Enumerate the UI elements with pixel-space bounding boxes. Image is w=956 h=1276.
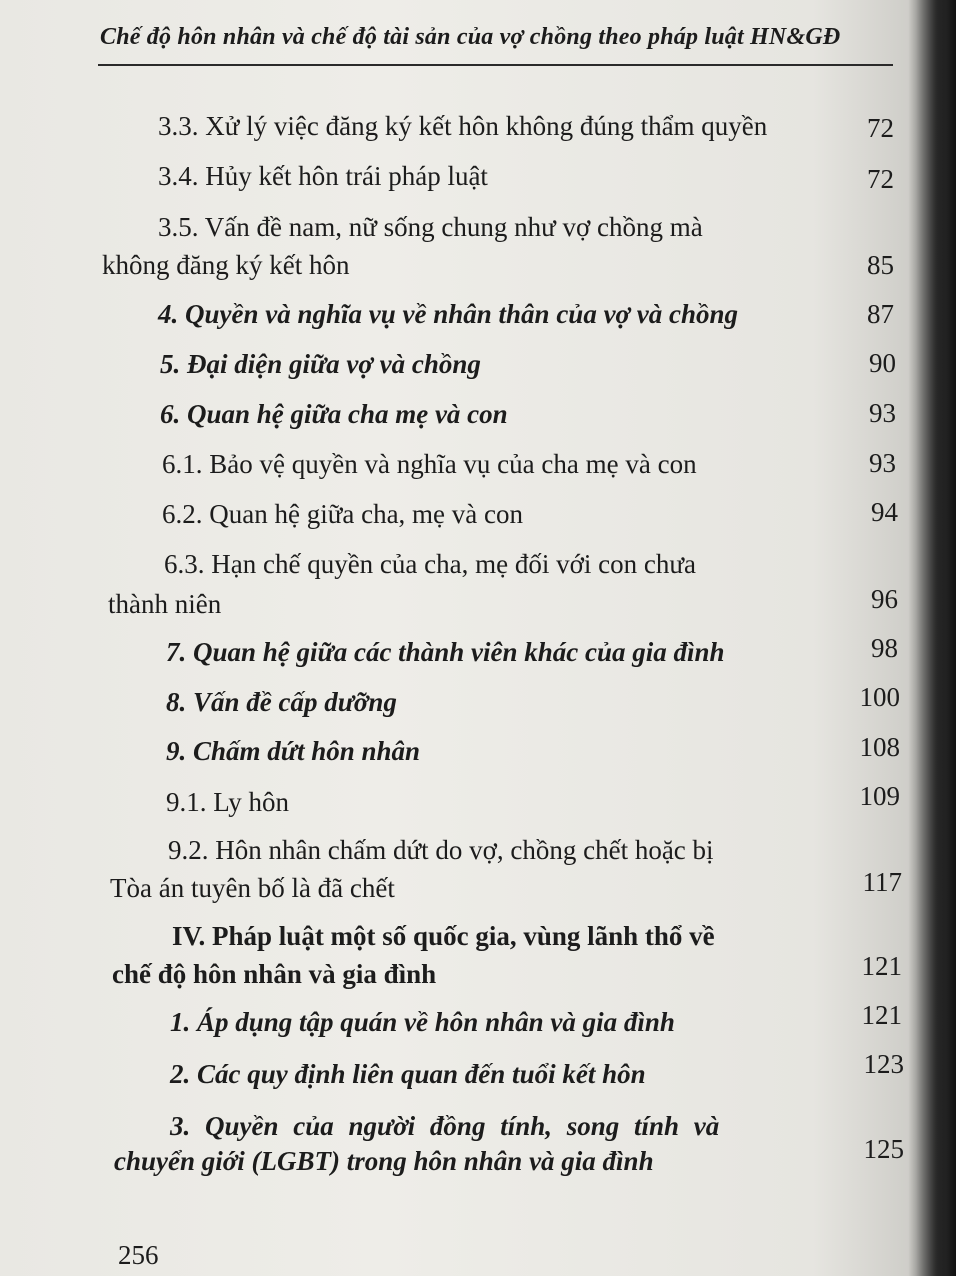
toc-entry-9-2: 9.2. Hôn nhân chấm dứt do vợ, chồng chết hoặc bị	[168, 835, 714, 865]
toc-page-3-5: 85	[867, 250, 894, 280]
toc-entry-iv-2: 2. Các quy định liên quan đến tuổi kết hôn	[170, 1059, 646, 1089]
toc-page-iv-1: 121	[861, 1000, 902, 1030]
toc-entry-9: 9. Chấm dứt hôn nhân	[166, 736, 421, 766]
toc-page-6-3: 96	[871, 584, 898, 614]
toc-page-7: 98	[871, 633, 898, 663]
toc-entry-3-5: 3.5. Vấn đề nam, nữ sống chung như vợ chồng mà	[158, 212, 703, 242]
toc-page-5: 90	[869, 348, 896, 378]
toc-page-4: 87	[867, 299, 894, 329]
toc-entry-3-5-cont: không đăng ký kết hôn	[102, 250, 350, 280]
toc-page-6: 93	[869, 398, 896, 428]
toc-page-3-4: 72	[867, 164, 894, 194]
toc-page-3-3: 72	[867, 113, 894, 143]
page-number: 256	[118, 1240, 159, 1270]
toc-entry-iv-3: 3. Quyền của người đồng tính, song tính và	[170, 1111, 720, 1141]
header-rule	[98, 64, 893, 66]
toc-entry-4: 4. Quyền và nghĩa vụ về nhân thân của vợ và chồng	[158, 299, 739, 329]
toc-entry-6: 6. Quan hệ giữa cha mẹ và con	[160, 399, 508, 429]
book-gutter-shadow	[916, 0, 956, 1276]
toc-page-iv-3: 125	[863, 1134, 904, 1164]
toc-entry-part-iv: IV. Pháp luật một số quốc gia, vùng lãnh thổ về	[172, 921, 715, 951]
toc-entry-6-1: 6.1. Bảo vệ quyền và nghĩa vụ của cha mẹ và con	[162, 449, 697, 479]
toc-page-9-1: 109	[859, 781, 900, 811]
toc-entry-part-iv-cont: chế độ hôn nhân và gia đình	[112, 959, 437, 989]
toc-entry-3-4: 3.4. Hủy kết hôn trái pháp luật	[158, 161, 488, 191]
toc-entry-iv-3-cont: chuyển giới (LGBT) trong hôn nhân và gia đình	[114, 1146, 654, 1176]
toc-page-9-2: 117	[862, 867, 902, 897]
toc-entry-7: 7. Quan hệ giữa các thành viên khác của gia đình	[166, 637, 725, 667]
toc-page-part-iv: 121	[861, 951, 902, 981]
toc-entry-3-3: 3.3. Xử lý việc đăng ký kết hôn không đúng thẩm quyền	[158, 111, 768, 141]
toc-entry-9-1: 9.1. Ly hôn	[166, 787, 290, 817]
toc-entry-9-2-cont: Tòa án tuyên bố là đã chết	[110, 873, 395, 903]
toc-page-6-1: 93	[869, 448, 896, 478]
toc-page-6-2: 94	[871, 497, 898, 527]
running-header: Chế độ hôn nhân và chế độ tài sản của vợ chồng theo pháp luật HN&GĐ	[100, 24, 841, 50]
toc-entry-8: 8. Vấn đề cấp dưỡng	[166, 687, 397, 717]
toc-page-9: 108	[859, 732, 900, 762]
toc-entry-iv-1: 1. Áp dụng tập quán về hôn nhân và gia đình	[170, 1007, 675, 1037]
toc-page-8: 100	[859, 682, 900, 712]
toc-entry-6-3: 6.3. Hạn chế quyền của cha, mẹ đối với con chưa	[164, 549, 696, 579]
toc-entry-6-2: 6.2. Quan hệ giữa cha, mẹ và con	[162, 499, 524, 529]
toc-entry-6-3-cont: thành niên	[108, 589, 222, 619]
toc-entry-5: 5. Đại diện giữa vợ và chồng	[160, 349, 481, 379]
toc-page-iv-2: 123	[863, 1049, 904, 1079]
